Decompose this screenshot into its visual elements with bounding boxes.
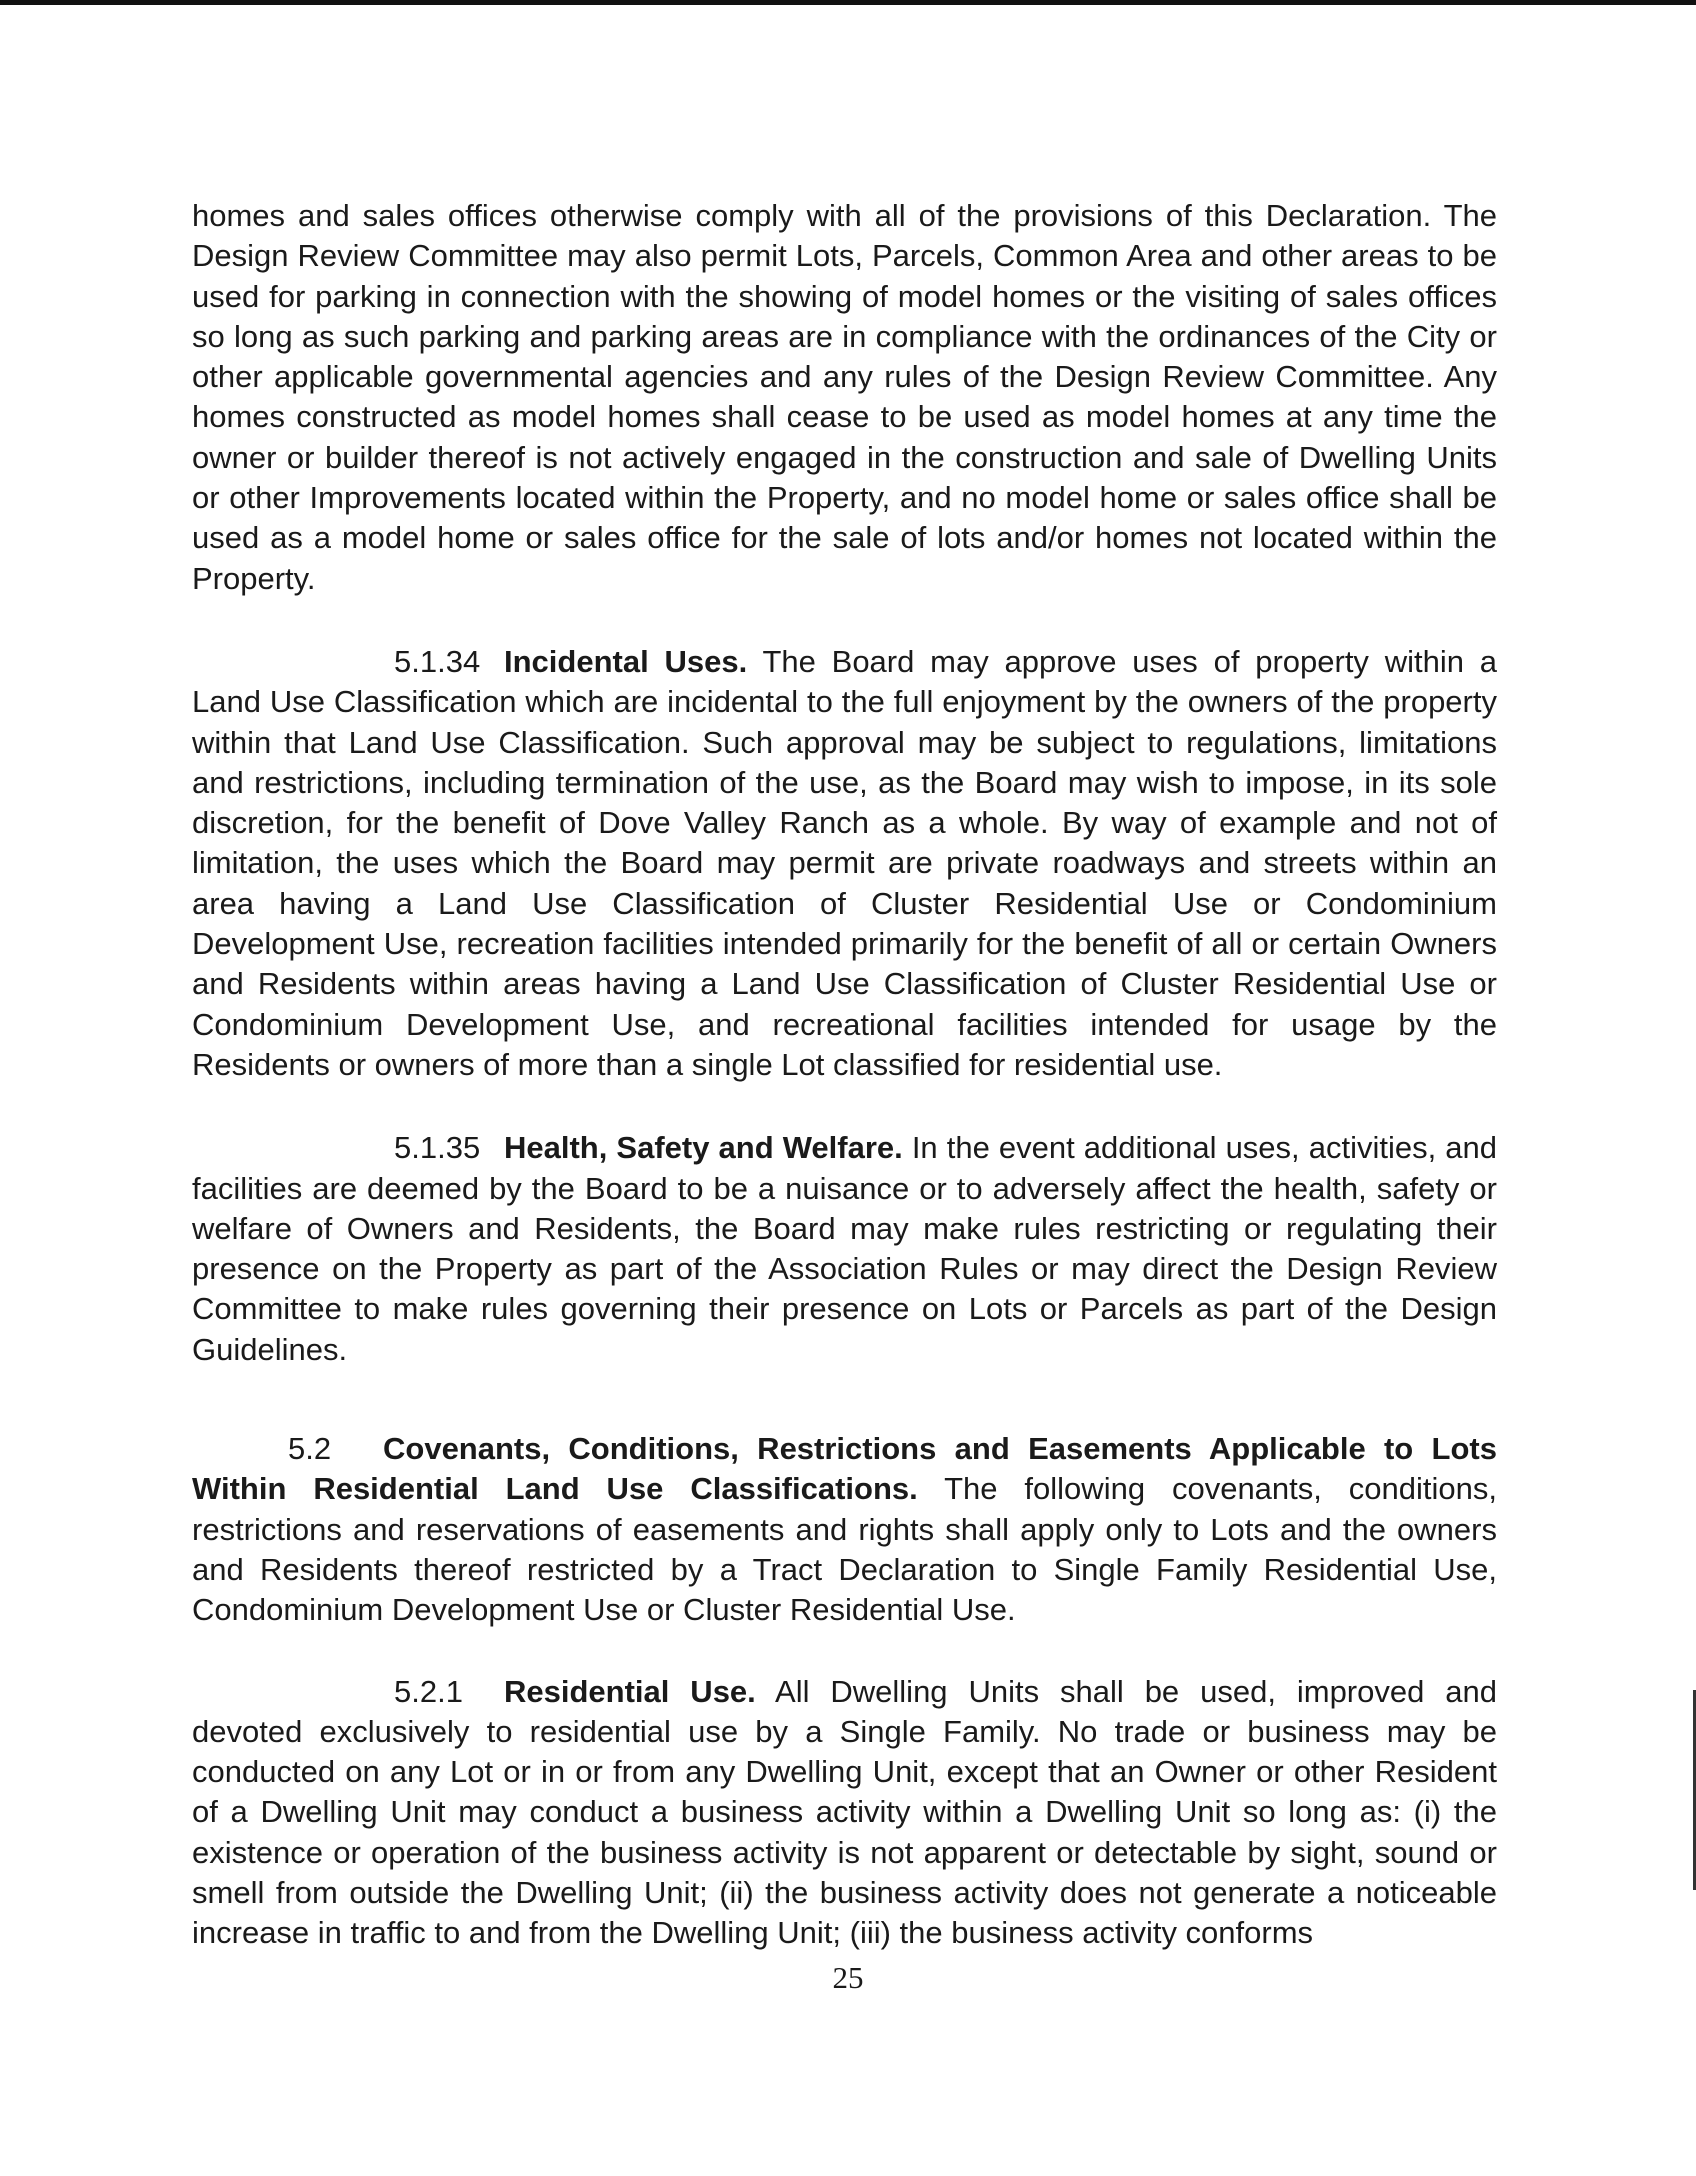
section-heading: Health, Safety and Welfare.	[504, 1130, 903, 1166]
section-heading: Residential Use.	[504, 1673, 756, 1709]
section-5-2	[192, 1429, 1497, 1630]
page-number: 25	[832, 1960, 864, 1995]
section-body: The Board may approve uses of property within a Land Use Classification which are incidental to the full enjoyment by the owners of the property within that Land Use Classification. Such approval may be subject to regulations, limitations and restrictions, including termination of the use, as the Board may wish to impose, in its sole discretion, for the benefit of Dove Valley Ranch as a whole. By way of example and not of limitation, the uses which the Board may permit are private roadways and streets within an area having a Land Use Classification of Cluster Residential Use or Condominium Development Use, recreation facilities intended primarily for the benefit of all or certain Owners and Residents within areas having a Land Use Classification of Cluster Residential Use or Condominium Development Use, and recreational facilities intended for usage by the Residents or owners of more than a single Lot classified for residential use.	[192, 643, 1497, 1082]
section-5-1-34	[192, 642, 1497, 1085]
section-body: In the event additional uses, activities, and facilities are deemed by the Board to be a nuisance or to adversely affect the health, safety or welfare of Owners and Residents, the Board may make rules restricting or regulating their presence on the Property as part of the Association Rules or may direct the Design Review Committee to make rules governing their presence on Lots or Parcels as part of the Design Guidelines.	[192, 1130, 1497, 1367]
section-number: 5.2	[288, 1431, 332, 1467]
section-heading: Covenants, Conditions, Restrictions and Easements Applicable to Lots Within Residential Land Use Classifications.	[192, 1431, 1497, 1507]
section-5-1-35	[192, 1128, 1497, 1370]
section-5-2-1	[192, 1672, 1497, 1954]
section-number: 5.1.34	[394, 643, 481, 679]
paragraph-continuation	[192, 196, 1497, 599]
section-body: All Dwelling Units shall be used, improved and devoted exclusively to residential use by a Single Family. No trade or business may be conducted on any Lot or in or from any Dwelling Unit, except that an Owner or other Resident of a Dwelling Unit may conduct a business activity within a Dwelling Unit so long as: (i) the existence or operation of the business activity is not apparent or detectable by sight, sound or smell from outside the Dwelling Unit; (ii) the business activity does not generate a noticeable increase in traffic to and from the Dwelling Unit; (iii) the business activity conforms	[192, 1673, 1497, 1951]
section-number: 5.1.35	[394, 1130, 481, 1166]
section-number: 5.2.1	[394, 1673, 463, 1709]
document-page	[192, 196, 1497, 1954]
scan-top-edge	[0, 0, 1696, 5]
section-heading: Incidental Uses.	[504, 643, 748, 679]
paragraph-body: homes and sales offices otherwise comply with all of the provisions of this Declaration. The Design Review Committee may also permit Lots, Parcels, Common Area and other areas to be used for parking in connection with the showing of model homes or the visiting of sales offices so long as such parking and parking areas are in compliance with the ordinances of the City or other applicable governmental agencies and any rules of the Design Review Committee. Any homes constructed as model homes shall cease to be used as model homes at any time the owner or builder thereof is not actively engaged in the construction and sale of Dwelling Units or other Improvements located within the Property, and no model home or sales office shall be used as a model home or sales office for the sale of lots and/or homes not located within the Property.	[192, 198, 1497, 596]
section-body: The following covenants, conditions, restrictions and reservations of easements and rights shall apply only to Lots and the owners and Residents thereof restricted by a Tract Declaration to Single Family Residential Use, Condominium Development Use or Cluster Residential Use.	[192, 1471, 1498, 1628]
